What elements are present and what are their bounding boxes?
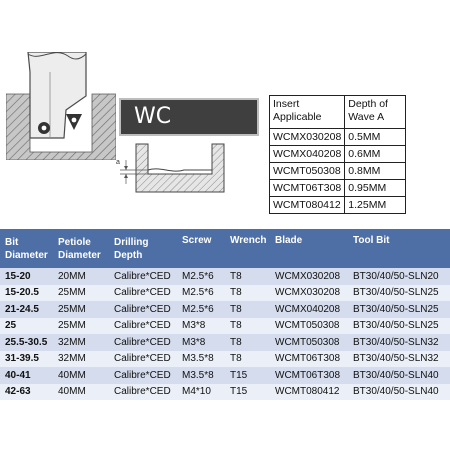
table-row	[0, 318, 450, 335]
header-bit-diameter: Bit Diameter	[0, 229, 53, 268]
wrench-cell: T8	[225, 285, 270, 302]
depth-header-line: Depth of	[348, 98, 388, 110]
depth-header-cell	[345, 96, 406, 129]
tool-bit-cell: BT30/40/50-SLN40	[348, 367, 450, 384]
wrench-cell: T8	[225, 268, 270, 285]
blade-cell: WCMT050308	[270, 318, 348, 335]
insert-header-line: Applicable	[273, 111, 322, 123]
insert-depth-table	[269, 95, 406, 214]
drilling-depth-cell: Calibre*CED	[109, 318, 177, 335]
petiole-diameter-cell: 40MM	[53, 367, 109, 384]
petiole-diameter-cell: 25MM	[53, 285, 109, 302]
depth-cell: 0.6MM	[345, 146, 406, 163]
insert-code-cell: WCMT06T308	[270, 180, 345, 197]
drilling-depth-cell: Calibre*CED	[109, 367, 177, 384]
petiole-diameter-cell: 25MM	[53, 301, 109, 318]
screw-cell: M4*10	[177, 384, 225, 401]
table-row	[0, 351, 450, 368]
wrench-cell: T8	[225, 301, 270, 318]
bit-diameter-cell: 25	[0, 318, 53, 335]
drilling-depth-cell: Calibre*CED	[109, 285, 177, 302]
wrench-cell: T8	[225, 351, 270, 368]
drilling-depth-cell: Calibre*CED	[109, 301, 177, 318]
header-wrench: Wrench	[225, 229, 270, 268]
header-tool-bit: Tool Bit	[348, 229, 450, 268]
petiole-diameter-cell: 40MM	[53, 384, 109, 401]
screw-cell: M2.5*6	[177, 268, 225, 285]
blade-cell: WCMT050308	[270, 334, 348, 351]
petiole-diameter-cell: 20MM	[53, 268, 109, 285]
tool-bit-cell: BT30/40/50-SLN25	[348, 301, 450, 318]
blade-cell: WCMX030208	[270, 285, 348, 302]
screw-cell: M3.5*8	[177, 351, 225, 368]
spec-table-header	[0, 229, 450, 268]
bit-diameter-cell: 21-24.5	[0, 301, 53, 318]
depth-header-line: Wave A	[348, 111, 385, 123]
petiole-diameter-cell: 25MM	[53, 318, 109, 335]
insert-table-row	[270, 163, 406, 180]
wrench-cell: T8	[225, 318, 270, 335]
table-row	[0, 301, 450, 318]
insert-table-header	[270, 96, 406, 129]
tool-bit-cell: BT30/40/50-SLN32	[348, 334, 450, 351]
blade-cell: WCMX030208	[270, 268, 348, 285]
bit-diameter-cell: 15-20.5	[0, 285, 53, 302]
drilling-depth-cell: Calibre*CED	[109, 384, 177, 401]
bit-diameter-cell: 31-39.5	[0, 351, 53, 368]
insert-header-cell	[270, 96, 345, 129]
depth-cell: 0.95MM	[345, 180, 406, 197]
screw-cell: M2.5*6	[177, 301, 225, 318]
screw-cell: M2.5*6	[177, 285, 225, 302]
wave-depth-label: a	[116, 159, 120, 166]
header-blade: Blade	[270, 229, 348, 268]
screw-cell: M3*8	[177, 334, 225, 351]
blade-cell: WCMX040208	[270, 301, 348, 318]
groove-profile-diagram	[108, 140, 230, 202]
tool-bit-cell: BT30/40/50-SLN25	[348, 318, 450, 335]
tool-bit-cell: BT30/40/50-SLN25	[348, 285, 450, 302]
drilling-depth-cell: Calibre*CED	[109, 334, 177, 351]
depth-cell: 1.25MM	[345, 197, 406, 214]
spec-table	[0, 229, 450, 400]
blade-cell: WCMT06T308	[270, 367, 348, 384]
blade-cell: WCMT080412	[270, 384, 348, 401]
insert-table-row	[270, 146, 406, 163]
header-drilling-depth: Drilling Depth	[109, 229, 177, 268]
petiole-diameter-cell: 32MM	[53, 334, 109, 351]
tool-bit-cell: BT30/40/50-SLN20	[348, 268, 450, 285]
insert-table-row	[270, 197, 406, 214]
drilling-depth-cell: Calibre*CED	[109, 351, 177, 368]
header-screw: Screw	[177, 229, 225, 268]
bit-diameter-cell: 15-20	[0, 268, 53, 285]
tool-bit-cell: BT30/40/50-SLN40	[348, 384, 450, 401]
table-row	[0, 334, 450, 351]
table-row	[0, 285, 450, 302]
blade-cell: WCMT06T308	[270, 351, 348, 368]
header-petiole-diameter: Petiole Diameter	[53, 229, 109, 268]
insert-table-row	[270, 129, 406, 146]
table-row	[0, 384, 450, 401]
insert-code-cell: WCMT050308	[270, 163, 345, 180]
wc-badge: WC	[119, 98, 259, 136]
insert-table-row	[270, 180, 406, 197]
spec-table-container	[0, 229, 450, 408]
petiole-diameter-cell: 32MM	[53, 351, 109, 368]
drill-illustration	[6, 52, 116, 160]
wrench-cell: T8	[225, 334, 270, 351]
screw-cell: M3*8	[177, 318, 225, 335]
tool-bit-cell: BT30/40/50-SLN32	[348, 351, 450, 368]
table-row	[0, 367, 450, 384]
bit-diameter-cell: 25.5-30.5	[0, 334, 53, 351]
insert-code-cell: WCMT080412	[270, 197, 345, 214]
table-row	[0, 268, 450, 285]
drilling-depth-cell: Calibre*CED	[109, 268, 177, 285]
insert-code-cell: WCMX030208	[270, 129, 345, 146]
depth-cell: 0.5MM	[345, 129, 406, 146]
depth-cell: 0.8MM	[345, 163, 406, 180]
insert-code-cell: WCMX040208	[270, 146, 345, 163]
bit-diameter-cell: 42-63	[0, 384, 53, 401]
insert-header-line: Insert	[273, 98, 300, 110]
wrench-cell: T15	[225, 367, 270, 384]
screw-cell: M3.5*8	[177, 367, 225, 384]
wrench-cell: T15	[225, 384, 270, 401]
bit-diameter-cell: 40-41	[0, 367, 53, 384]
